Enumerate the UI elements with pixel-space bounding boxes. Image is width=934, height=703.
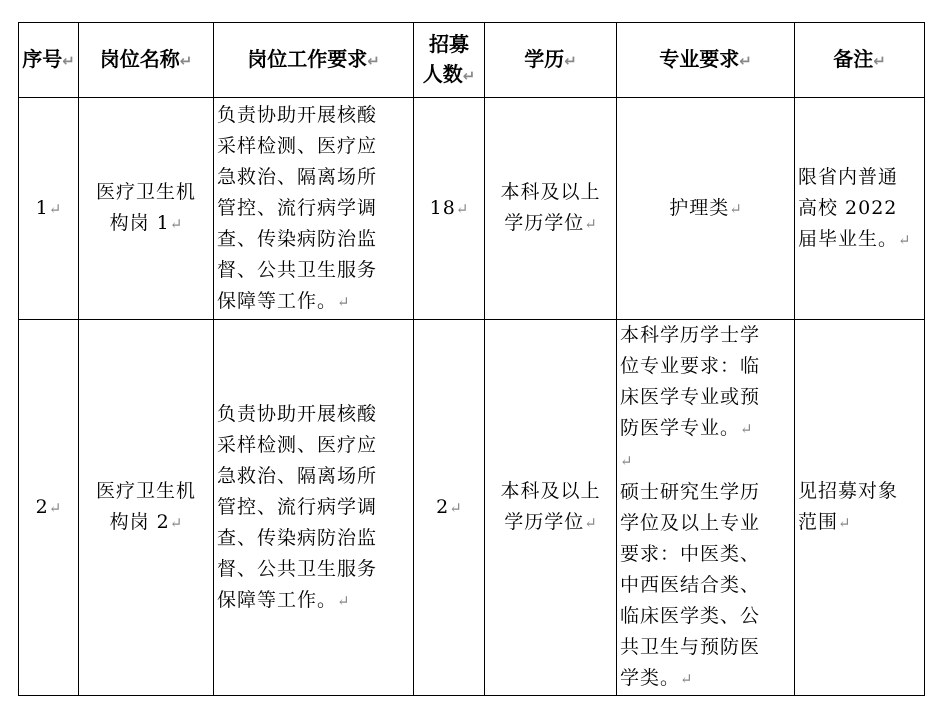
cell-education: 本科及以上 学历学位↵ — [485, 98, 617, 320]
header-no: 序号↵ — [19, 23, 79, 98]
cell-position: 医疗卫生机 构岗 2↵ — [79, 320, 214, 696]
table-row — [19, 320, 925, 696]
cell-duty: 负责协助开展核酸 采样检测、医疗应 急救治、隔离场所 管控、流行病学调 查、传染病防治监 督、公共卫生服务 保障等工作。↵ — [214, 320, 414, 696]
cell-remark: 见招募对象 范围↵ — [795, 320, 925, 696]
cell-remark: 限省内普通 高校 2022 届毕业生。↵ — [795, 98, 925, 320]
table-row — [19, 98, 925, 320]
header-education: 学历↵ — [485, 23, 617, 98]
header-duty: 岗位工作要求↵ — [214, 23, 414, 98]
cell-count: 18↵ — [414, 98, 485, 320]
recruitment-table — [18, 22, 925, 696]
cell-no: 2↵ — [19, 320, 79, 696]
cell-count: 2↵ — [414, 320, 485, 696]
header-count: 招募 人数↵ — [414, 23, 485, 98]
cell-no: 1↵ — [19, 98, 79, 320]
cell-education: 本科及以上 学历学位↵ — [485, 320, 617, 696]
header-position: 岗位名称↵ — [79, 23, 214, 98]
cell-duty: 负责协助开展核酸 采样检测、医疗应 急救治、隔离场所 管控、流行病学调 查、传染病防治监 督、公共卫生服务 保障等工作。↵ — [214, 98, 414, 320]
header-row — [19, 23, 925, 98]
cell-major: 本科学历学士学 位专业要求：临 床医学专业或预 防医学专业。↵ ↵ 硕士研究生学历 学位及以上专业 要求：中医类、 中西医结合类、 临床医学类、公 共卫生与预防医 学类。↵ — [617, 320, 795, 696]
header-remark: 备注↵ — [795, 23, 925, 98]
header-major: 专业要求↵ — [617, 23, 795, 98]
cell-major: 护理类↵ — [617, 98, 795, 320]
cell-position: 医疗卫生机 构岗 1↵ — [79, 98, 214, 320]
